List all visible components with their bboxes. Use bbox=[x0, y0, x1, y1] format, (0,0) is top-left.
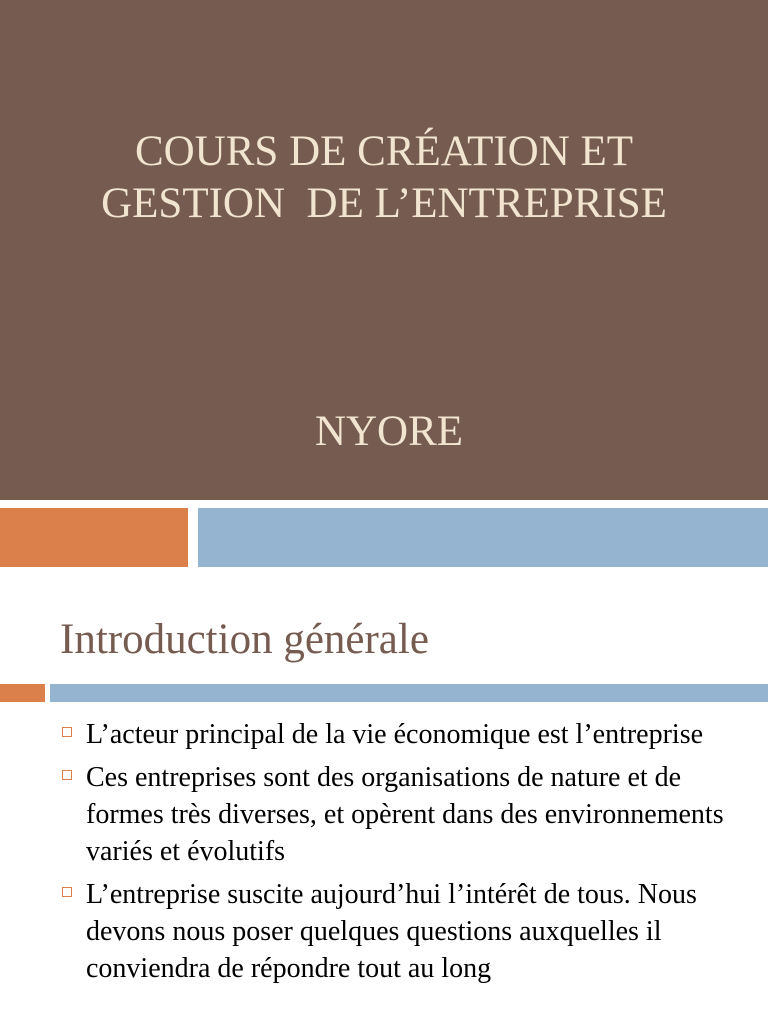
hollow-square-bullet-icon bbox=[62, 887, 72, 897]
title-underline-orange bbox=[0, 684, 45, 702]
accent-bar-blue bbox=[198, 508, 768, 567]
hollow-square-bullet-icon bbox=[62, 727, 72, 737]
slide-title-main: COURS DE CRÉATION ET GESTION DE L’ENTREPRISE bbox=[101, 128, 667, 227]
title-underline-blue bbox=[50, 684, 768, 702]
accent-bar-orange bbox=[0, 508, 188, 567]
bullet-text: L’acteur principal de la vie économique est l’entreprise bbox=[86, 719, 704, 750]
bullet-text: L’entreprise suscite aujourd’hui l’intérêt de tous. Nous devons nous poser quelques questions auxquelles il conviendra de répondre tout au long bbox=[86, 879, 697, 984]
content-slide-title: Introduction générale bbox=[60, 616, 429, 663]
bullet-item bbox=[0, 876, 768, 987]
title-slide bbox=[0, 0, 768, 500]
hollow-square-bullet-icon bbox=[62, 770, 72, 780]
author-name: NYORE bbox=[314, 408, 464, 455]
bullet-item bbox=[0, 759, 768, 870]
bullet-text: Ces entreprises sont des organisations de nature et de formes très diverses, et opèrent dans des environnements variés et évolutifs bbox=[86, 762, 724, 867]
bullet-list bbox=[0, 716, 768, 993]
bullet-item bbox=[0, 716, 768, 753]
